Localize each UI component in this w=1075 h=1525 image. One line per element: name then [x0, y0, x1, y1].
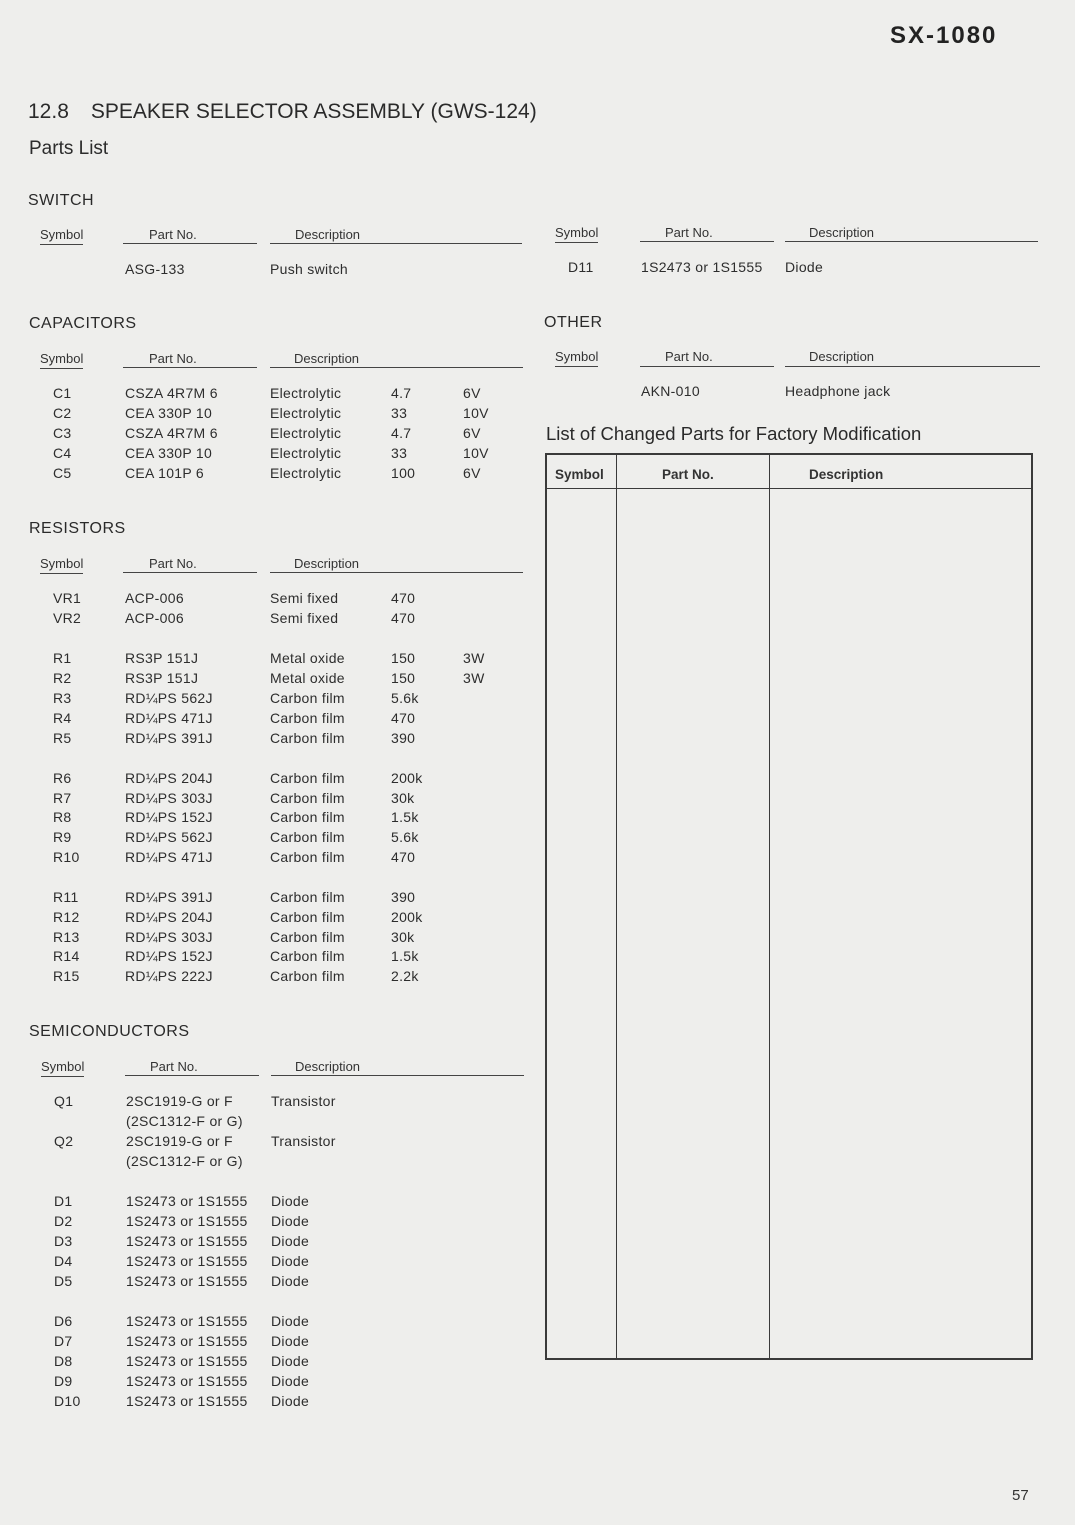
header-rule [640, 241, 774, 242]
cell-desc: Diode [271, 1333, 310, 1349]
cell-rating: 6V [463, 385, 481, 401]
cell-desc: Carbon film [270, 909, 345, 925]
cell-value: 470 [391, 849, 416, 865]
header-symbol: Symbol [40, 227, 83, 245]
cell-desc: Diode [271, 1233, 310, 1249]
model-number: SX-1080 [890, 22, 998, 49]
cell-part: CEA 101P 6 [125, 465, 205, 481]
other-title: OTHER [544, 314, 603, 331]
cell-symbol: Q2 [54, 1133, 74, 1149]
cell-symbol: D7 [54, 1333, 73, 1349]
header-description: Description [809, 225, 875, 240]
cell-value: 470 [391, 590, 416, 606]
header-rule [270, 572, 523, 573]
cell-symbol: R9 [53, 829, 72, 845]
cell-part: 1S2473 or 1S1555 [641, 259, 763, 275]
cell-desc: Diode [271, 1373, 310, 1389]
cell-value: 30k [391, 929, 415, 945]
cell-part: RD¼PS 391J [125, 730, 213, 746]
switch-title: SWITCH [28, 192, 95, 209]
header-rule [123, 572, 257, 573]
cell-symbol: R6 [53, 770, 72, 786]
cell-part: RD¼PS 471J [125, 849, 213, 865]
cell-symbol: R1 [53, 650, 72, 666]
parts-list-label: Parts List [29, 138, 109, 159]
cell-value: 5.6k [391, 829, 419, 845]
header-symbol: Symbol [555, 225, 598, 243]
cell-desc: Carbon film [270, 710, 345, 726]
resistors-title: RESISTORS [29, 520, 126, 537]
cell-part: 1S2473 or 1S1555 [126, 1273, 248, 1289]
header-description: Description [295, 227, 361, 242]
cell-symbol: D1 [54, 1193, 73, 1209]
header-rule [640, 366, 774, 367]
header-rule [123, 243, 257, 244]
cell-value: 150 [391, 650, 416, 666]
header-rule [270, 243, 522, 244]
cell-symbol: D8 [54, 1353, 73, 1369]
cell-desc: Carbon film [270, 730, 345, 746]
cell-symbol: R15 [53, 968, 80, 984]
cell-rating: 10V [463, 405, 489, 421]
cell-value: 4.7 [391, 385, 412, 401]
header-divider [547, 488, 1031, 489]
header-description: Description [294, 556, 360, 571]
cell-symbol: VR2 [53, 610, 82, 626]
cell-desc: Transistor [271, 1133, 336, 1149]
cell-desc: Carbon film [270, 889, 345, 905]
cell-part: ASG-133 [125, 261, 185, 277]
cell-symbol: D3 [54, 1233, 73, 1249]
cell-desc: Electrolytic [270, 385, 342, 401]
cell-symbol: R3 [53, 690, 72, 706]
cell-part: RD¼PS 204J [125, 770, 213, 786]
cell-value: 470 [391, 610, 416, 626]
header-symbol: Symbol [41, 1059, 84, 1077]
cell-desc: Diode [271, 1353, 310, 1369]
section-title [28, 100, 537, 124]
cell-part: RD¼PS 222J [125, 968, 213, 984]
cell-rating: 3W [463, 650, 485, 666]
cell-desc: Electrolytic [270, 425, 342, 441]
cell-value: 30k [391, 790, 415, 806]
header-symbol: Symbol [555, 349, 598, 367]
cell-part: (2SC1312-F or G) [126, 1113, 243, 1129]
cell-symbol: R11 [53, 889, 79, 905]
cell-symbol: C5 [53, 465, 72, 481]
semiconductors-title: SEMICONDUCTORS [29, 1023, 190, 1040]
cell-symbol: C4 [53, 445, 72, 461]
cell-desc: Metal oxide [270, 650, 345, 666]
cell-value: 2.2k [391, 968, 419, 984]
cell-symbol: R8 [53, 809, 72, 825]
header-rule [785, 241, 1038, 242]
cell-symbol: Q1 [54, 1093, 74, 1109]
cell-symbol: R4 [53, 710, 72, 726]
header-symbol: Symbol [40, 351, 83, 369]
cell-rating: 3W [463, 670, 485, 686]
changed-parts-title: List of Changed Parts for Factory Modification [546, 423, 922, 444]
cell-desc: Carbon film [270, 929, 345, 945]
cell-symbol: D2 [54, 1213, 73, 1229]
cell-symbol: R5 [53, 730, 72, 746]
header-part-no: Part No. [665, 225, 713, 240]
cell-part: RD¼PS 152J [125, 809, 213, 825]
page-number: 57 [1012, 1487, 1029, 1504]
cell-desc: Headphone jack [785, 383, 891, 399]
header-rule [125, 1075, 259, 1076]
cell-value: 33 [391, 445, 408, 461]
cell-desc: Electrolytic [270, 445, 342, 461]
cell-desc: Carbon film [270, 968, 345, 984]
capacitors-title: CAPACITORS [29, 315, 137, 332]
cell-symbol: D4 [54, 1253, 73, 1269]
cell-desc: Carbon film [270, 790, 345, 806]
cell-part: ACP-006 [125, 590, 184, 606]
cell-desc: Carbon film [270, 948, 345, 964]
cell-symbol: D10 [54, 1393, 81, 1409]
cell-desc: Carbon film [270, 809, 345, 825]
cell-value: 100 [391, 465, 416, 481]
cell-part: CEA 330P 10 [125, 405, 213, 421]
cell-symbol: R2 [53, 670, 72, 686]
cell-value: 390 [391, 889, 416, 905]
cell-desc: Diode [271, 1213, 310, 1229]
cell-symbol: D11 [568, 259, 594, 275]
cell-desc: Diode [271, 1273, 310, 1289]
cell-symbol: R13 [53, 929, 80, 945]
cell-part: CEA 330P 10 [125, 445, 213, 461]
cell-part: AKN-010 [641, 383, 700, 399]
changed-parts-table [545, 453, 1033, 1360]
column-divider [769, 455, 770, 1358]
cell-value: 200k [391, 770, 423, 786]
cell-desc: Electrolytic [270, 405, 342, 421]
cell-desc: Diode [271, 1193, 310, 1209]
header-description: Description [809, 349, 875, 364]
cell-desc: Carbon film [270, 770, 345, 786]
cell-value: 390 [391, 730, 416, 746]
cell-value: 5.6k [391, 690, 419, 706]
cell-value: 1.5k [391, 809, 419, 825]
cell-part: ACP-006 [125, 610, 184, 626]
cell-desc: Diode [271, 1313, 310, 1329]
header-rule [785, 366, 1040, 367]
section-number: 12.8 [28, 100, 69, 123]
cell-part: 1S2473 or 1S1555 [126, 1193, 248, 1209]
cell-part: CSZA 4R7M 6 [125, 425, 218, 441]
column-divider [616, 455, 617, 1358]
cell-symbol: R14 [53, 948, 80, 964]
cell-part: 2SC1919-G or F [126, 1133, 233, 1149]
header-part-no: Part No. [149, 227, 197, 242]
cell-part: RD¼PS 391J [125, 889, 213, 905]
cell-desc: Carbon film [270, 690, 345, 706]
cell-part: 1S2473 or 1S1555 [126, 1313, 248, 1329]
header-symbol: Symbol [40, 556, 83, 574]
changed-header-part-no: Part No. [662, 467, 714, 482]
changed-header-symbol: Symbol [555, 467, 604, 482]
cell-part: (2SC1312-F or G) [126, 1153, 243, 1169]
cell-symbol: D9 [54, 1373, 73, 1389]
cell-symbol: VR1 [53, 590, 82, 606]
header-description: Description [295, 1059, 361, 1074]
cell-value: 33 [391, 405, 408, 421]
cell-part: RD¼PS 562J [125, 829, 213, 845]
cell-part: RD¼PS 303J [125, 790, 213, 806]
cell-desc: Semi fixed [270, 610, 339, 626]
header-rule [123, 367, 257, 368]
cell-value: 4.7 [391, 425, 412, 441]
cell-desc: Push switch [270, 261, 348, 277]
cell-desc: Carbon film [270, 849, 345, 865]
cell-symbol: C3 [53, 425, 72, 441]
cell-value: 200k [391, 909, 423, 925]
cell-part: 1S2473 or 1S1555 [126, 1213, 248, 1229]
cell-desc: Carbon film [270, 829, 345, 845]
cell-part: RD¼PS 303J [125, 929, 213, 945]
cell-rating: 10V [463, 445, 489, 461]
cell-desc: Diode [785, 259, 824, 275]
cell-symbol: D6 [54, 1313, 73, 1329]
header-part-no: Part No. [149, 556, 197, 571]
cell-part: 2SC1919-G or F [126, 1093, 233, 1109]
header-part-no: Part No. [149, 351, 197, 366]
cell-symbol: C1 [53, 385, 72, 401]
cell-part: RS3P 151J [125, 670, 199, 686]
cell-part: RD¼PS 152J [125, 948, 213, 964]
cell-symbol: R7 [53, 790, 72, 806]
cell-symbol: R10 [53, 849, 80, 865]
cell-part: RD¼PS 471J [125, 710, 213, 726]
cell-part: RS3P 151J [125, 650, 199, 666]
header-rule [271, 1075, 524, 1076]
cell-desc: Diode [271, 1393, 310, 1409]
cell-desc: Diode [271, 1253, 310, 1269]
cell-desc: Metal oxide [270, 670, 345, 686]
header-rule [270, 367, 523, 368]
changed-header-description: Description [809, 467, 884, 482]
cell-part: 1S2473 or 1S1555 [126, 1253, 248, 1269]
cell-desc: Transistor [271, 1093, 336, 1109]
cell-part: 1S2473 or 1S1555 [126, 1333, 248, 1349]
cell-value: 150 [391, 670, 416, 686]
cell-part: RD¼PS 204J [125, 909, 213, 925]
header-description: Description [294, 351, 360, 366]
cell-part: RD¼PS 562J [125, 690, 213, 706]
cell-desc: Semi fixed [270, 590, 339, 606]
header-part-no: Part No. [150, 1059, 198, 1074]
section-heading: SPEAKER SELECTOR ASSEMBLY (GWS-124) [90, 100, 537, 123]
cell-symbol: C2 [53, 405, 72, 421]
cell-part: 1S2473 or 1S1555 [126, 1233, 248, 1249]
cell-value: 470 [391, 710, 416, 726]
cell-desc: Electrolytic [270, 465, 342, 481]
cell-rating: 6V [463, 465, 481, 481]
cell-value: 1.5k [391, 948, 419, 964]
cell-symbol: D5 [54, 1273, 73, 1289]
header-part-no: Part No. [665, 349, 713, 364]
cell-rating: 6V [463, 425, 481, 441]
cell-part: CSZA 4R7M 6 [125, 385, 218, 401]
cell-part: 1S2473 or 1S1555 [126, 1353, 248, 1369]
cell-part: 1S2473 or 1S1555 [126, 1373, 248, 1389]
cell-part: 1S2473 or 1S1555 [126, 1393, 248, 1409]
cell-symbol: R12 [53, 909, 80, 925]
